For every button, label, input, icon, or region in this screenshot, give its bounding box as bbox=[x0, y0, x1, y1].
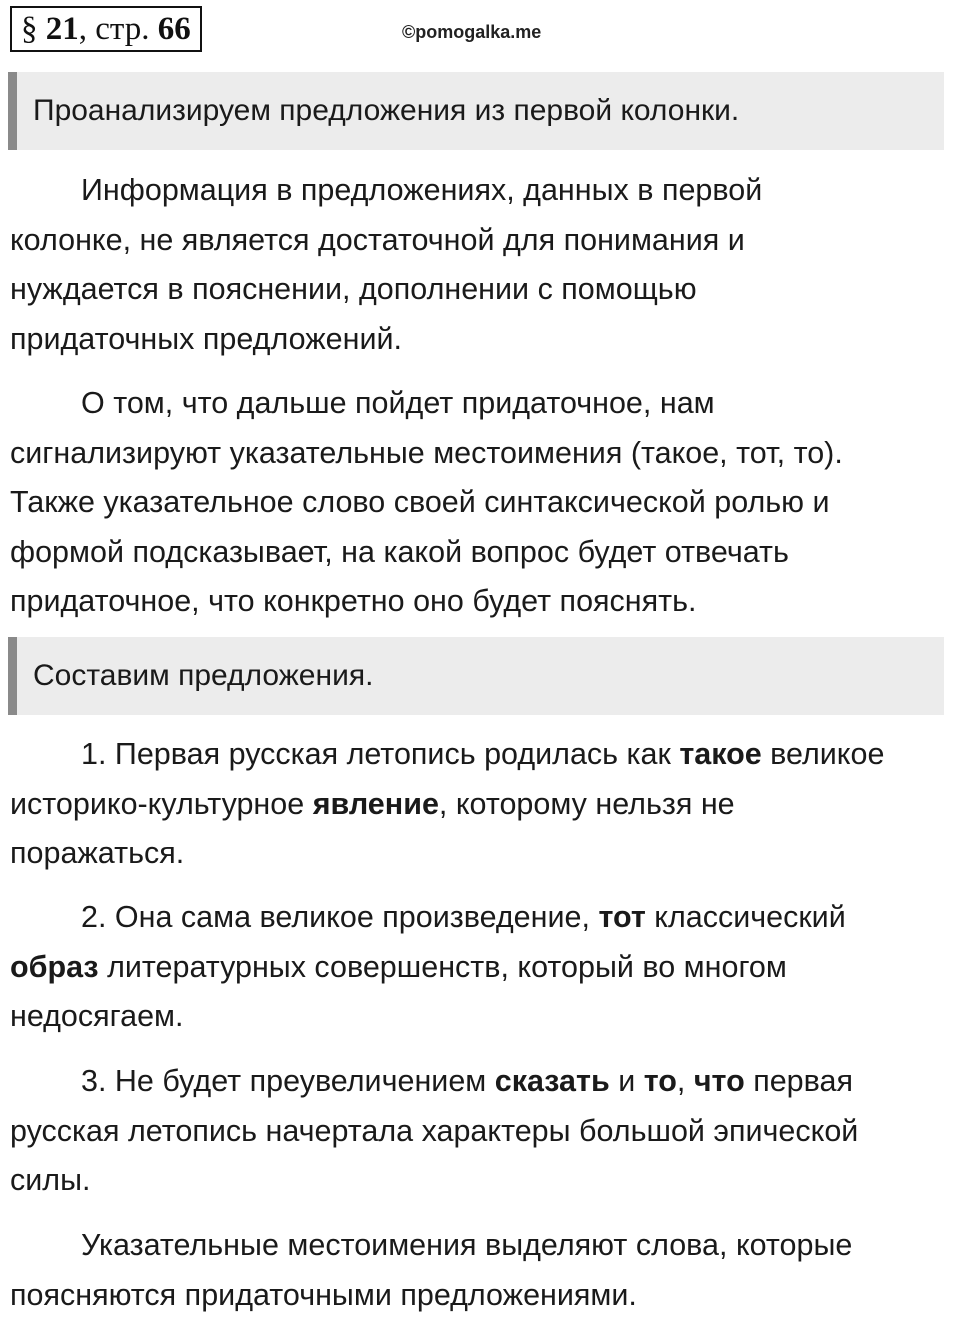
section-heading-text: Проанализируем предложения из первой колонки. bbox=[33, 94, 739, 128]
watermark: ©pomogalka.me bbox=[402, 22, 541, 43]
paragraph-conclusion bbox=[10, 1221, 955, 1320]
text-run: литературных совершенств, который во многом bbox=[99, 950, 787, 984]
bold-word: сказать bbox=[495, 1064, 610, 1098]
text-line bbox=[10, 893, 955, 943]
paragraph-information bbox=[10, 166, 955, 364]
text-line: поясняются придаточными предложениями. bbox=[10, 1271, 955, 1320]
paragraph-pronouns bbox=[10, 379, 955, 627]
text-run: и bbox=[610, 1064, 644, 1098]
section-symbol: § bbox=[21, 11, 38, 47]
section-heading-compose bbox=[8, 637, 944, 715]
text-run: 3. Не будет преувеличением bbox=[81, 1064, 495, 1098]
page-number: 66 bbox=[158, 11, 191, 47]
text-line: нуждается в пояснении, дополнении с помощью bbox=[10, 265, 955, 315]
text-line bbox=[10, 943, 955, 993]
text-run: , которому нельзя не bbox=[439, 787, 735, 821]
page-prefix: , стр. bbox=[79, 11, 150, 47]
text-run: 1. Первая русская летопись родилась как bbox=[81, 737, 679, 771]
text-run: историко-культурное bbox=[10, 787, 313, 821]
bold-word: явление bbox=[313, 787, 439, 821]
text-line: формой подсказывает, на какой вопрос будет отвечать bbox=[10, 528, 955, 578]
bold-word: то bbox=[644, 1064, 677, 1098]
text-line bbox=[10, 780, 955, 830]
section-heading-analyze bbox=[8, 72, 944, 150]
bold-word: такое bbox=[679, 737, 761, 771]
text-line: сигнализируют указательные местоимения (такое, тот, то). bbox=[10, 429, 955, 479]
text-line: Информация в предложениях, данных в первой bbox=[10, 166, 955, 216]
section-number: 21 bbox=[46, 11, 79, 47]
text-run: 2. Она сама великое произведение, bbox=[81, 900, 598, 934]
text-line: Указательные местоимения выделяют слова, которые bbox=[10, 1221, 955, 1271]
text-line bbox=[10, 730, 955, 780]
text-run: классический bbox=[646, 900, 846, 934]
text-run: великое bbox=[762, 737, 885, 771]
bold-word: образ bbox=[10, 950, 99, 984]
text-line: Также указательное слово своей синтаксической ролью и bbox=[10, 478, 955, 528]
text-line: О том, что дальше пойдет придаточное, нам bbox=[10, 379, 955, 429]
text-line: силы. bbox=[10, 1156, 955, 1206]
section-page-label bbox=[10, 6, 202, 52]
text-run: первая bbox=[745, 1064, 853, 1098]
section-heading-text: Составим предложения. bbox=[33, 659, 373, 693]
bold-word: что bbox=[694, 1064, 745, 1098]
text-line: придаточных предложений. bbox=[10, 315, 955, 365]
text-line: колонке, не является достаточной для понимания и bbox=[10, 216, 955, 266]
text-line bbox=[10, 1057, 955, 1107]
text-line: русская летопись начертала характеры большой эпической bbox=[10, 1107, 955, 1157]
sentence-1 bbox=[10, 730, 955, 879]
sentence-2 bbox=[10, 893, 955, 1042]
text-line: придаточное, что конкретно оно будет пояснять. bbox=[10, 577, 955, 627]
text-line: поражаться. bbox=[10, 829, 955, 879]
page-header bbox=[0, 0, 960, 64]
text-run: , bbox=[677, 1064, 694, 1098]
text-line: недосягаем. bbox=[10, 992, 955, 1042]
sentence-3 bbox=[10, 1057, 955, 1206]
bold-word: тот bbox=[598, 900, 645, 934]
